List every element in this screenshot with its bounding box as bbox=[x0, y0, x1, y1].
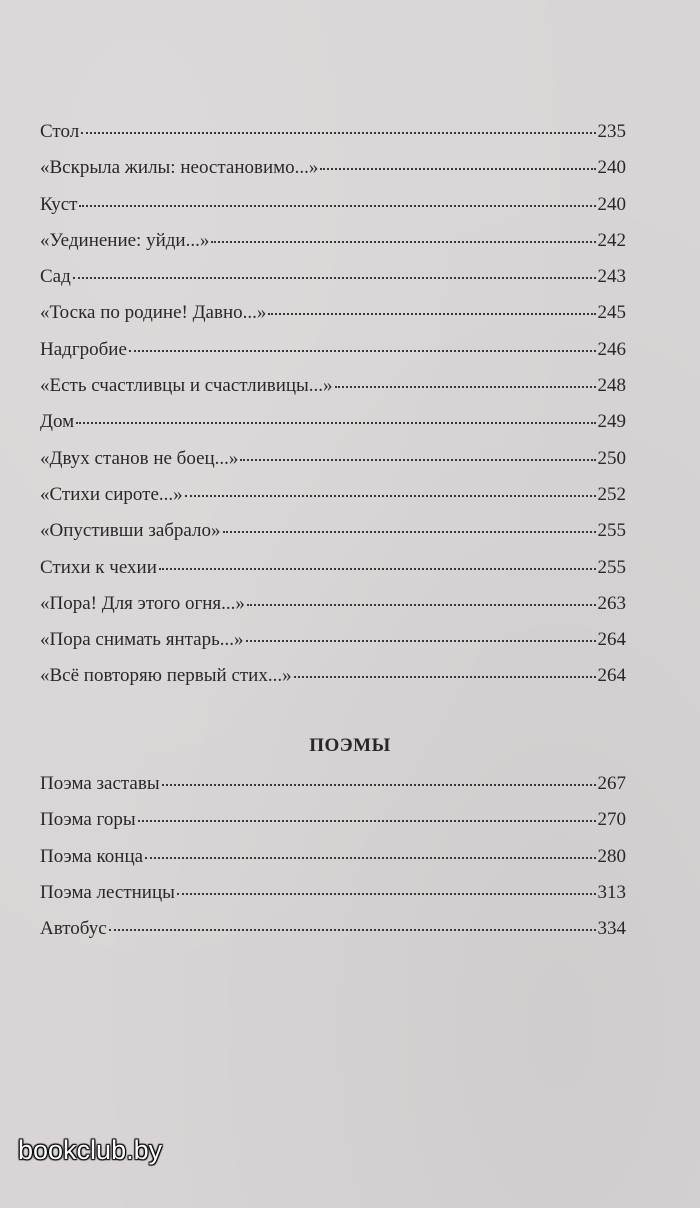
toc-entry bbox=[40, 223, 626, 259]
dot-leader bbox=[294, 672, 596, 678]
dot-leader bbox=[79, 201, 595, 207]
toc-entry bbox=[40, 802, 626, 838]
table-of-contents-poems bbox=[40, 114, 626, 695]
toc-entry-page: 252 bbox=[597, 483, 626, 505]
toc-entry-title: Поэма лестницы bbox=[40, 881, 175, 903]
toc-entry-page: 245 bbox=[597, 302, 626, 324]
toc-entry bbox=[40, 513, 626, 549]
toc-entry-page: 240 bbox=[597, 193, 626, 215]
toc-entry-page: 240 bbox=[597, 157, 626, 179]
toc-entry-page: 249 bbox=[597, 411, 626, 433]
toc-entry-page: 255 bbox=[597, 556, 626, 578]
dot-leader bbox=[211, 237, 595, 243]
watermark-logo: bookclub.by bbox=[18, 1135, 163, 1165]
dot-leader bbox=[159, 564, 596, 570]
toc-entry bbox=[40, 766, 626, 802]
dot-leader bbox=[240, 455, 595, 461]
toc-entry-title: Надгробие bbox=[40, 338, 127, 360]
toc-entry-title: «Уединение: уйди...» bbox=[40, 229, 210, 251]
table-of-contents-long-poems bbox=[40, 766, 626, 947]
toc-entry-title: «Вскрыла жилы: неостановимо...» bbox=[40, 157, 319, 179]
toc-entry bbox=[40, 150, 626, 186]
toc-entry-title: «Пора снимать янтарь...» bbox=[40, 629, 244, 651]
toc-entry-page: 264 bbox=[597, 629, 626, 651]
toc-entry-page: 334 bbox=[597, 918, 626, 940]
toc-entry-title: Поэма горы bbox=[40, 809, 136, 831]
toc-entry bbox=[40, 187, 626, 223]
toc-entry-page: 235 bbox=[597, 121, 626, 142]
toc-entry-title: Поэма конца bbox=[40, 845, 144, 867]
dot-leader bbox=[177, 889, 596, 895]
toc-entry-page: 250 bbox=[597, 447, 626, 469]
toc-entry-title: «Есть счастливцы и счастливицы...» bbox=[40, 375, 333, 397]
toc-entry-page: 246 bbox=[597, 338, 626, 360]
toc-entry bbox=[40, 550, 626, 586]
toc-entry bbox=[40, 404, 626, 440]
toc-entry-page: 270 bbox=[597, 809, 626, 831]
toc-entry-title: «Пора! Для этого огня...» bbox=[40, 592, 245, 614]
dot-leader bbox=[138, 816, 596, 822]
dot-leader bbox=[246, 636, 596, 642]
dot-leader bbox=[185, 491, 596, 497]
dot-leader bbox=[145, 853, 595, 859]
toc-entry bbox=[40, 911, 626, 947]
toc-entry bbox=[40, 875, 626, 911]
toc-entry-title: «Всё повторяю первый стих...» bbox=[40, 665, 292, 687]
toc-entry bbox=[40, 114, 626, 150]
toc-entry bbox=[40, 839, 626, 875]
toc-entry bbox=[40, 586, 626, 622]
dot-leader bbox=[162, 780, 596, 786]
dot-leader bbox=[109, 925, 596, 931]
toc-entry-page: 243 bbox=[597, 266, 626, 288]
toc-entry-page: 280 bbox=[597, 845, 626, 867]
toc-entry bbox=[40, 658, 626, 694]
toc-entry-title: Сад bbox=[40, 266, 71, 288]
dot-leader bbox=[247, 600, 596, 606]
toc-entry bbox=[40, 477, 626, 513]
dot-leader bbox=[268, 309, 595, 315]
toc-entry-title: Куст bbox=[40, 193, 78, 215]
dot-leader bbox=[335, 382, 596, 388]
toc-entry bbox=[40, 259, 626, 295]
toc-entry-title: Поэма заставы bbox=[40, 773, 160, 794]
toc-entry-title: Стол bbox=[40, 121, 80, 142]
toc-entry-page: 248 bbox=[597, 375, 626, 397]
toc-entry bbox=[40, 441, 626, 477]
dot-leader bbox=[73, 273, 596, 279]
toc-entry-page: 264 bbox=[597, 665, 626, 687]
toc-entry bbox=[40, 622, 626, 658]
toc-entry-page: 267 bbox=[597, 773, 626, 794]
section-heading-poems: ПОЭМЫ bbox=[309, 735, 391, 756]
toc-entry-title: «Двух станов не боец...» bbox=[40, 447, 239, 469]
toc-entry bbox=[40, 368, 626, 404]
toc-entry-page: 255 bbox=[597, 520, 626, 542]
dot-leader bbox=[223, 527, 596, 533]
toc-entry bbox=[40, 295, 626, 331]
toc-entry-title: Стихи к чехии bbox=[40, 556, 157, 578]
toc-entry-title: «Стихи сироте...» bbox=[40, 483, 183, 505]
dot-leader bbox=[129, 346, 596, 352]
dot-leader bbox=[81, 128, 595, 134]
toc-entry-page: 263 bbox=[597, 592, 626, 614]
toc-entry bbox=[40, 332, 626, 368]
toc-entry-page: 313 bbox=[597, 881, 626, 903]
toc-entry-title: Дом bbox=[40, 411, 75, 433]
toc-entry-title: Автобус bbox=[40, 918, 107, 940]
toc-entry-title: «Опустивши забрало» bbox=[40, 520, 221, 542]
toc-entry-page: 242 bbox=[597, 229, 626, 251]
toc-entry-title: «Тоска по родине! Давно...» bbox=[40, 302, 267, 324]
dot-leader bbox=[320, 164, 595, 170]
dot-leader bbox=[76, 418, 595, 424]
